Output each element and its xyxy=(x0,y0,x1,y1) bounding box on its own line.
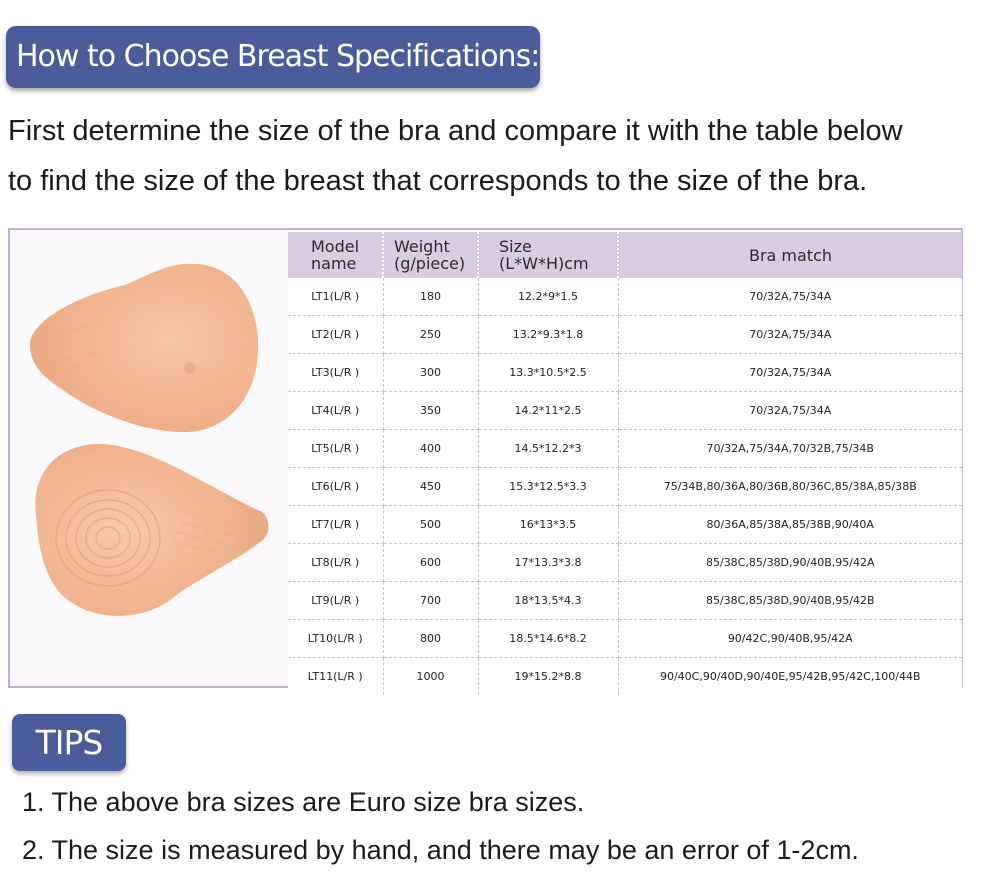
cell-model: LT7(L/R ) xyxy=(288,506,383,544)
table-row xyxy=(288,278,962,316)
table-row xyxy=(288,392,962,430)
cell-weight: 400 xyxy=(383,430,478,468)
cell-size: 15.3*12.5*3.3 xyxy=(478,468,618,506)
cell-bra-match: 85/38C,85/38D,90/40B,95/42B xyxy=(618,582,962,620)
tip-item: 2. The size is measured by hand, and there may be an error of 1-2cm. xyxy=(22,835,859,865)
table-row xyxy=(288,620,962,658)
section-title: How to Choose Breast Specifications: xyxy=(6,26,540,88)
cell-bra-match: 70/32A,75/34A xyxy=(618,354,962,392)
cell-weight: 300 xyxy=(383,354,478,392)
table-row xyxy=(288,316,962,354)
breast-form-back xyxy=(35,444,268,616)
table-row xyxy=(288,544,962,582)
header-model-name: Model name xyxy=(288,232,383,278)
cell-bra-match: 75/34B,80/36A,80/36B,80/36C,85/38A,85/38B xyxy=(618,468,962,506)
table-row xyxy=(288,430,962,468)
header-bra-match: Bra match xyxy=(618,232,962,278)
cell-size: 17*13.3*3.8 xyxy=(478,544,618,582)
cell-model: LT1(L/R ) xyxy=(288,278,383,316)
cell-weight: 600 xyxy=(383,544,478,582)
cell-bra-match: 90/40C,90/40D,90/40E,95/42B,95/42C,100/44B xyxy=(618,658,962,696)
cell-bra-match: 70/32A,75/34A xyxy=(618,278,962,316)
cell-model: LT2(L/R ) xyxy=(288,316,383,354)
cell-weight: 700 xyxy=(383,582,478,620)
cell-model: LT3(L/R ) xyxy=(288,354,383,392)
cell-weight: 250 xyxy=(383,316,478,354)
cell-model: LT4(L/R ) xyxy=(288,392,383,430)
cell-size: 18.5*14.6*8.2 xyxy=(478,620,618,658)
cell-weight: 800 xyxy=(383,620,478,658)
cell-model: LT9(L/R ) xyxy=(288,582,383,620)
header-weight: Weight (g/piece) xyxy=(383,232,478,278)
cell-bra-match: 70/32A,75/34A xyxy=(618,316,962,354)
tip-item: 1. The above bra sizes are Euro size bra sizes. xyxy=(22,787,585,817)
table-row xyxy=(288,658,962,696)
cell-size: 13.3*10.5*2.5 xyxy=(478,354,618,392)
cell-model: LT6(L/R ) xyxy=(288,468,383,506)
intro-text xyxy=(8,106,978,206)
table-header-row xyxy=(288,232,962,278)
cell-bra-match: 70/32A,75/34A,70/32B,75/34B xyxy=(618,430,962,468)
intro-line-1: First determine the size of the bra and compare it with the table below xyxy=(8,115,903,147)
cell-model: LT8(L/R ) xyxy=(288,544,383,582)
cell-weight: 500 xyxy=(383,506,478,544)
cell-weight: 350 xyxy=(383,392,478,430)
cell-weight: 450 xyxy=(383,468,478,506)
cell-weight: 180 xyxy=(383,278,478,316)
table-row xyxy=(288,354,962,392)
tips-list xyxy=(22,778,972,874)
breast-form-front xyxy=(30,264,258,432)
table-row xyxy=(288,506,962,544)
cell-size: 16*13*3.5 xyxy=(478,506,618,544)
cell-bra-match: 85/38C,85/38D,90/40B,95/42A xyxy=(618,544,962,582)
breast-form-image xyxy=(20,250,280,630)
cell-size: 14.2*11*2.5 xyxy=(478,392,618,430)
cell-model: LT5(L/R ) xyxy=(288,430,383,468)
cell-model: LT11(L/R ) xyxy=(288,658,383,696)
cell-bra-match: 80/36A,85/38A,85/38B,90/40A xyxy=(618,506,962,544)
cell-bra-match: 70/32A,75/34A xyxy=(618,392,962,430)
cell-size: 18*13.5*4.3 xyxy=(478,582,618,620)
tips-title: TIPS xyxy=(12,714,126,771)
cell-model: LT10(L/R ) xyxy=(288,620,383,658)
cell-size: 19*15.2*8.8 xyxy=(478,658,618,696)
cell-size: 13.2*9.3*1.8 xyxy=(478,316,618,354)
header-size: Size (L*W*H)cm xyxy=(478,232,618,278)
spec-table xyxy=(288,232,962,695)
cell-weight: 1000 xyxy=(383,658,478,696)
cell-size: 14.5*12.2*3 xyxy=(478,430,618,468)
cell-bra-match: 90/42C,90/40B,95/42A xyxy=(618,620,962,658)
intro-line-2: to find the size of the breast that corresponds to the size of the bra. xyxy=(8,165,868,197)
table-row xyxy=(288,582,962,620)
table-row xyxy=(288,468,962,506)
cell-size: 12.2*9*1.5 xyxy=(478,278,618,316)
